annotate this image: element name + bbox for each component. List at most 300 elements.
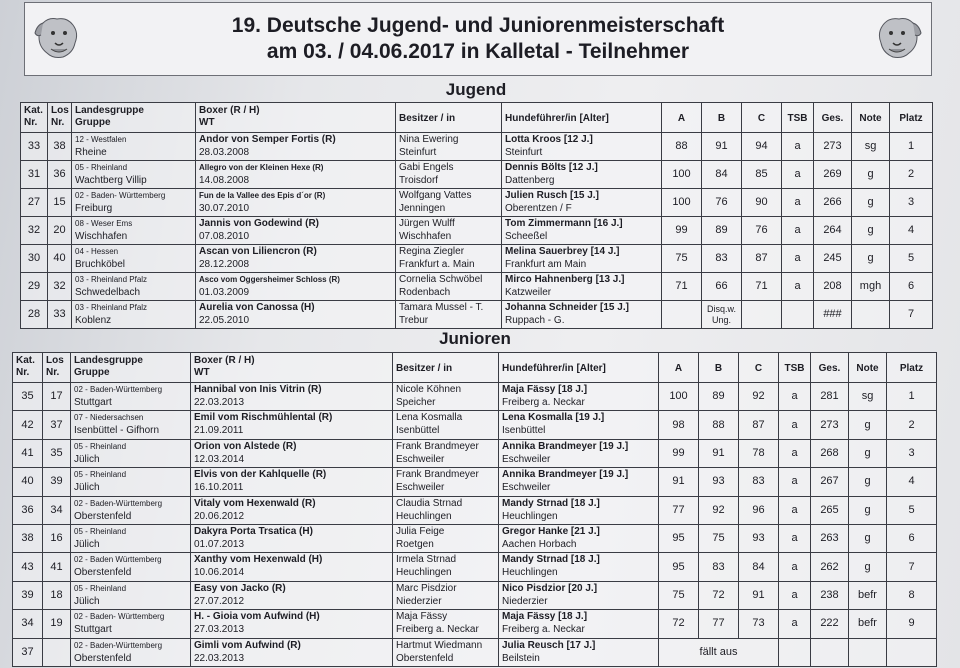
col-c: C <box>742 103 782 133</box>
hundefuehrer-cell <box>499 496 659 524</box>
tsb-cell: a <box>779 581 811 609</box>
document-header <box>24 2 932 76</box>
table-row <box>21 161 933 189</box>
cell-line: Frank Brandmeyer <box>396 440 479 452</box>
besitzer-cell <box>393 553 499 581</box>
tsb-cell: a <box>779 524 811 552</box>
landesgruppe-cell <box>72 245 196 273</box>
cell-line: Oberstenfeld <box>74 652 132 664</box>
cell-line: Rodenbach <box>399 287 451 298</box>
cell-line: Jülich <box>74 538 100 550</box>
tsb-cell: a <box>782 217 814 245</box>
rank-cell: 3 <box>887 439 937 467</box>
rank-cell: 9 <box>887 610 937 638</box>
total-cell: 265 <box>811 496 849 524</box>
rank-cell: 4 <box>887 468 937 496</box>
score-c-cell: 94 <box>742 133 782 161</box>
grade-cell: befr <box>849 581 887 609</box>
landesgruppe-cell <box>71 383 191 411</box>
cell-line: 07.08.2010 <box>199 231 250 242</box>
los-cell: 15 <box>48 189 72 217</box>
table-row <box>13 610 937 638</box>
section-title-junioren: Junioren <box>439 329 511 348</box>
total-cell: 262 <box>811 553 849 581</box>
cell-line: Annika Brandmeyer [19 J.] <box>502 469 629 481</box>
grade-cell: g <box>849 553 887 581</box>
boxer-cell <box>191 638 393 666</box>
cell-line: Gabi Engels <box>399 162 454 173</box>
cell-line: 03 - Rheinland Pfalz <box>75 303 148 312</box>
cell-line: Schwedelbach <box>75 287 141 298</box>
tsb-cell: a <box>779 411 811 439</box>
table-row <box>13 439 937 467</box>
cell-line: Isenbüttel - Gifhorn <box>74 425 160 437</box>
cell-line: Bruchköbel <box>75 259 126 270</box>
tsb-cell: a <box>782 161 814 189</box>
cell-line: Lotta Kroos [12 J.] <box>505 134 593 145</box>
cell-line: Johanna Schneider [15 J.] <box>505 302 629 313</box>
cell-line: Nico Pisdzior [20 J.] <box>502 582 598 594</box>
total-cell <box>811 638 849 666</box>
total-cell: 273 <box>811 411 849 439</box>
landesgruppe-cell <box>71 638 191 666</box>
score-b-cell: 84 <box>702 161 742 189</box>
score-b-cell: 91 <box>702 133 742 161</box>
los-cell: 16 <box>43 524 71 552</box>
col-platz: Platz <box>890 103 933 133</box>
score-a-cell: 95 <box>659 524 699 552</box>
score-c-cell: 90 <box>742 189 782 217</box>
score-c-cell: 71 <box>742 273 782 301</box>
hundefuehrer-cell <box>499 610 659 638</box>
cell-line: Andor von Semper Fortis (R) <box>199 134 336 145</box>
total-cell: 268 <box>811 439 849 467</box>
table-row <box>21 133 933 161</box>
besitzer-cell <box>393 638 499 666</box>
cell-line: Gregor Hanke [21 J.] <box>502 525 600 537</box>
grade-cell: mgh <box>852 273 890 301</box>
score-a-cell: 98 <box>659 411 699 439</box>
los-cell: 41 <box>43 553 71 581</box>
score-a-cell: 100 <box>662 161 702 189</box>
cell-line: Elvis von der Kahlquelle (R) <box>194 469 327 481</box>
score-a-cell: 100 <box>662 189 702 217</box>
cell-line: 01.07.2013 <box>194 538 245 550</box>
cell-line: Katzweiler <box>505 287 552 298</box>
tsb-cell: a <box>779 439 811 467</box>
kat-cell: 40 <box>13 468 43 496</box>
besitzer-cell <box>396 161 502 189</box>
grade-cell: g <box>849 439 887 467</box>
cell-line: Irmela Strnad <box>396 554 457 566</box>
col-besitzer: Besitzer / in <box>393 353 499 383</box>
besitzer-cell <box>393 496 499 524</box>
cell-line: 05 - Rheinland <box>74 470 127 480</box>
boxer-cell <box>191 411 393 439</box>
cell-line: Julia Reusch [17 J.] <box>502 639 596 651</box>
hundefuehrer-cell <box>499 439 659 467</box>
score-b-cell: 93 <box>699 468 739 496</box>
rank-cell: 6 <box>890 273 933 301</box>
tsb-cell: a <box>779 553 811 581</box>
cell-line: Troisdorf <box>399 175 439 186</box>
cell-line: Jürgen Wulff <box>399 218 455 229</box>
boxer-cell <box>191 496 393 524</box>
los-cell: 34 <box>43 496 71 524</box>
score-a-cell: 75 <box>662 245 702 273</box>
cell-line: Freiberg a. Neckar <box>396 624 479 636</box>
rank-cell: 5 <box>890 245 933 273</box>
col-note: Note <box>849 353 887 383</box>
score-b-cell: 72 <box>699 581 739 609</box>
cell-line: 20.06.2012 <box>194 510 245 522</box>
tsb-cell: a <box>782 189 814 217</box>
landesgruppe-cell <box>71 411 191 439</box>
grade-cell: g <box>849 496 887 524</box>
cell-line: Asco vom Oggersheimer Schloss (R) <box>199 275 340 284</box>
cell-line: Eschweiler <box>396 453 445 465</box>
score-b-cell: 92 <box>699 496 739 524</box>
besitzer-cell <box>396 273 502 301</box>
cell-line: Nina Ewering <box>399 134 459 145</box>
kat-cell: 35 <box>13 383 43 411</box>
score-b-cell: 76 <box>702 189 742 217</box>
boxer-cell <box>191 581 393 609</box>
besitzer-cell <box>393 610 499 638</box>
los-cell: 37 <box>43 411 71 439</box>
kat-cell: 43 <box>13 553 43 581</box>
tsb-cell: a <box>782 133 814 161</box>
table-row <box>13 383 937 411</box>
col-hundefuehrer: Hundeführer/in [Alter] <box>502 103 662 133</box>
score-c-cell: 91 <box>739 581 779 609</box>
col-landesgruppe: Landesgruppe Gruppe <box>72 103 196 133</box>
tsb-cell: a <box>782 245 814 273</box>
los-cell: 39 <box>43 468 71 496</box>
cell-line: Wolfgang Vattes <box>399 190 472 201</box>
rank-cell: 5 <box>887 496 937 524</box>
col-kat: Kat. Nr. <box>21 103 48 133</box>
cell-line: Mirco Hahnenberg [13 J.] <box>505 274 625 285</box>
score-a-cell: 77 <box>659 496 699 524</box>
landesgruppe-cell <box>72 189 196 217</box>
boxer-cell <box>191 439 393 467</box>
cell-line: 10.06.2014 <box>194 567 245 579</box>
tsb-cell: a <box>779 496 811 524</box>
los-cell: 19 <box>43 610 71 638</box>
landesgruppe-cell <box>72 133 196 161</box>
cell-line: Speicher <box>396 397 436 408</box>
cell-line: Jülich <box>74 595 100 607</box>
cell-line: Trebur <box>399 315 429 326</box>
cell-line: 28.12.2008 <box>199 259 250 270</box>
hundefuehrer-cell <box>499 383 659 411</box>
cell-line: Lena Kosmalla <box>396 412 463 424</box>
cell-line: Frankfurt a. Main <box>399 259 475 270</box>
cell-line: Oberentzen / F <box>505 203 572 214</box>
score-c-cell: 83 <box>739 468 779 496</box>
kat-cell: 42 <box>13 411 43 439</box>
cell-line: Cornelia Schwöbel <box>399 274 483 285</box>
rank-cell <box>887 638 937 666</box>
cell-line: Ruppach - G. <box>505 315 565 326</box>
cell-line: Heuchlingen <box>396 567 452 579</box>
col-c: C <box>739 353 779 383</box>
cell-line: Stuttgart <box>74 624 112 636</box>
tsb-cell: a <box>782 273 814 301</box>
rank-cell: 3 <box>890 189 933 217</box>
cell-line: 21.09.2011 <box>194 425 244 437</box>
boxer-cell <box>196 273 396 301</box>
besitzer-cell <box>396 301 502 329</box>
grade-cell: g <box>852 161 890 189</box>
cell-line: Roetgen <box>396 538 434 550</box>
col-los: Los Nr. <box>43 353 71 383</box>
cell-line: Heuchlingen <box>502 567 558 579</box>
status-cell: fällt aus <box>659 638 779 666</box>
cell-line: Maja Fässy <box>396 611 448 623</box>
los-cell: 20 <box>48 217 72 245</box>
score-a-cell: 99 <box>659 439 699 467</box>
cell-line: Frank Brandmeyer <box>396 469 479 481</box>
title-line-1: 19. Deutsche Jugend- und Juniorenmeisterschaft <box>231 14 725 37</box>
tsb-cell: a <box>779 610 811 638</box>
col-a: A <box>659 353 699 383</box>
tsb-cell: a <box>779 468 811 496</box>
score-c-cell: 96 <box>739 496 779 524</box>
cell-line: Orion von Alstede (R) <box>194 440 297 452</box>
cell-line: Aurelia von Canossa (H) <box>199 302 315 313</box>
los-cell: 32 <box>48 273 72 301</box>
los-cell: 17 <box>43 383 71 411</box>
landesgruppe-cell <box>72 301 196 329</box>
cell-line: Marc Pisdzior <box>396 582 457 594</box>
col-los: Los Nr. <box>48 103 72 133</box>
score-c-cell: 92 <box>739 383 779 411</box>
cell-line: Scheeßel <box>505 231 548 242</box>
cell-line: Jannis von Godewind (R) <box>199 218 320 229</box>
boxer-cell <box>196 189 396 217</box>
cell-line: Vitaly vom Hexenwald (R) <box>194 497 316 509</box>
section-title-jugend: Jugend <box>445 80 507 99</box>
cell-line: 05 - Rheinland <box>74 441 127 451</box>
col-ges: Ges. <box>814 103 852 133</box>
cell-line: Easy von Jacko (R) <box>194 582 286 594</box>
besitzer-cell <box>396 245 502 273</box>
cell-line: Niederzier <box>502 595 548 607</box>
cell-line: Nicole Köhnen <box>396 384 462 395</box>
cell-line: 12 - Westfalen <box>75 135 127 144</box>
cell-line: Tom Zimmermann [16 J.] <box>505 218 623 229</box>
hundefuehrer-cell <box>499 581 659 609</box>
los-cell: 38 <box>48 133 72 161</box>
cell-line: Wischhafen <box>399 231 452 242</box>
table-row <box>13 411 937 439</box>
score-b-cell: 89 <box>702 217 742 245</box>
cell-line: Eschweiler <box>502 453 551 465</box>
cell-line: Eschweiler <box>396 482 445 494</box>
score-a-cell: 72 <box>659 610 699 638</box>
hundefuehrer-cell <box>499 468 659 496</box>
cell-line: 28.03.2008 <box>199 147 250 158</box>
cell-line: 02 - Baden-Württemberg <box>74 385 163 394</box>
total-cell: ### <box>814 301 852 329</box>
cell-line: Heuchlingen <box>502 510 558 522</box>
los-cell: 36 <box>48 161 72 189</box>
cell-line: Hannibal von Inis Vitrin (R) <box>194 384 322 395</box>
score-b-cell: 83 <box>699 553 739 581</box>
score-b-cell: Disq.w. Ung. <box>702 301 742 329</box>
boxer-cell <box>196 301 396 329</box>
cell-line: 22.03.2013 <box>194 397 245 408</box>
col-hundefuehrer: Hundeführer/in [Alter] <box>499 353 659 383</box>
hundefuehrer-cell <box>502 217 662 245</box>
score-c-cell: 73 <box>739 610 779 638</box>
rank-cell: 4 <box>890 217 933 245</box>
besitzer-cell <box>393 411 499 439</box>
cell-line: Mandy Strnad [18 J.] <box>502 554 600 566</box>
cell-line: Freiberg a. Neckar <box>502 397 585 408</box>
cell-line: Fun de la Vallee des Epis d´or (R) <box>199 191 326 200</box>
cell-line: 22.05.2010 <box>199 315 250 326</box>
rank-cell: 6 <box>887 524 937 552</box>
hundefuehrer-cell <box>502 301 662 329</box>
total-cell: 263 <box>811 524 849 552</box>
table-row <box>21 301 933 329</box>
besitzer-cell <box>393 439 499 467</box>
cell-line: Oberstenfeld <box>74 567 132 579</box>
landesgruppe-cell <box>71 496 191 524</box>
hundefuehrer-cell <box>499 411 659 439</box>
tsb-cell <box>779 638 811 666</box>
cell-line: 03 - Rheinland Pfalz <box>75 275 148 284</box>
cell-line: 22.03.2013 <box>194 652 245 664</box>
cell-line: 16.10.2011 <box>194 482 244 494</box>
kat-cell: 32 <box>21 217 48 245</box>
landesgruppe-cell <box>71 610 191 638</box>
total-cell: 281 <box>811 383 849 411</box>
col-tsb: TSB <box>779 353 811 383</box>
besitzer-cell <box>393 383 499 411</box>
boxer-dog-icon <box>29 13 89 61</box>
table-row <box>13 468 937 496</box>
cell-line: Frankfurt am Main <box>505 259 587 270</box>
cell-line: Emil vom Rischmühlental (R) <box>194 412 333 424</box>
cell-line: Hartmut Wiedmann <box>396 639 483 651</box>
besitzer-cell <box>396 133 502 161</box>
col-besitzer: Besitzer / in <box>396 103 502 133</box>
besitzer-cell <box>393 581 499 609</box>
cell-line: 02 - Baden- Württemberg <box>75 191 166 200</box>
total-cell: 222 <box>811 610 849 638</box>
score-c-cell <box>742 301 782 329</box>
tsb-cell: a <box>779 383 811 411</box>
table-row <box>13 496 937 524</box>
col-boxer: Boxer (R / H) WT <box>196 103 396 133</box>
kat-cell: 37 <box>13 638 43 666</box>
cell-line: 02 - Baden Württemberg <box>74 555 162 565</box>
score-c-cell: 78 <box>739 439 779 467</box>
cell-line: Freiberg a. Neckar <box>502 624 585 636</box>
kat-cell: 38 <box>13 524 43 552</box>
besitzer-cell <box>396 217 502 245</box>
tsb-cell <box>782 301 814 329</box>
col-note: Note <box>852 103 890 133</box>
table-row <box>21 273 933 301</box>
kat-cell: 36 <box>13 496 43 524</box>
jugend-table <box>20 102 933 329</box>
los-cell: 40 <box>48 245 72 273</box>
cell-line: Aachen Horbach <box>502 538 577 550</box>
cell-line: Annika Brandmeyer [19 J.] <box>502 440 629 452</box>
cell-line: Wischhafen <box>75 231 128 242</box>
landesgruppe-cell <box>71 524 191 552</box>
besitzer-cell <box>393 468 499 496</box>
score-c-cell: 87 <box>739 411 779 439</box>
cell-line: Beilstein <box>502 652 540 664</box>
cell-line: 05 - Rheinland <box>74 526 127 536</box>
cell-line: Jülich <box>74 453 100 465</box>
los-cell <box>43 638 71 666</box>
grade-cell <box>849 638 887 666</box>
cell-line: Rheine <box>75 147 107 158</box>
kat-cell: 27 <box>21 189 48 217</box>
score-a-cell: 71 <box>662 273 702 301</box>
hundefuehrer-cell <box>502 245 662 273</box>
boxer-cell <box>191 553 393 581</box>
total-cell: 267 <box>811 468 849 496</box>
cell-line: 12.03.2014 <box>194 453 245 465</box>
landesgruppe-cell <box>72 217 196 245</box>
cell-line: Mandy Strnad [18 J.] <box>502 497 600 509</box>
score-b-cell: 89 <box>699 383 739 411</box>
col-b: B <box>702 103 742 133</box>
boxer-cell <box>191 524 393 552</box>
cell-line: 08 - Weser Ems <box>75 219 133 228</box>
grade-cell: g <box>852 189 890 217</box>
score-a-cell: 100 <box>659 383 699 411</box>
cell-line: Regina Ziegler <box>399 246 465 257</box>
cell-line: Niederzier <box>396 595 442 607</box>
score-c-cell: 87 <box>742 245 782 273</box>
landesgruppe-cell <box>71 581 191 609</box>
cell-line: Xanthy vom Hexenwald (H) <box>194 554 323 566</box>
col-landesgruppe: Landesgruppe Gruppe <box>71 353 191 383</box>
cell-line: Lena Kosmalla [19 J.] <box>502 412 605 424</box>
hundefuehrer-cell <box>499 638 659 666</box>
hundefuehrer-cell <box>502 273 662 301</box>
kat-cell: 29 <box>21 273 48 301</box>
kat-cell: 39 <box>13 581 43 609</box>
cell-line: Freiburg <box>75 203 113 214</box>
table-row <box>13 553 937 581</box>
boxer-cell <box>196 161 396 189</box>
cell-line: 07 - Niedersachsen <box>74 413 144 423</box>
score-a-cell <box>662 301 702 329</box>
cell-line: Tamara Mussel - T. <box>399 302 484 313</box>
col-ges: Ges. <box>811 353 849 383</box>
cell-line: Maja Fässy [18 J.] <box>502 611 588 623</box>
cell-line: Gimli vom Aufwind (R) <box>194 639 301 651</box>
boxer-cell <box>191 383 393 411</box>
score-c-cell: 76 <box>742 217 782 245</box>
hundefuehrer-cell <box>499 553 659 581</box>
besitzer-cell <box>396 189 502 217</box>
table-row <box>13 581 937 609</box>
score-a-cell: 91 <box>659 468 699 496</box>
kat-cell: 30 <box>21 245 48 273</box>
boxer-cell <box>191 468 393 496</box>
